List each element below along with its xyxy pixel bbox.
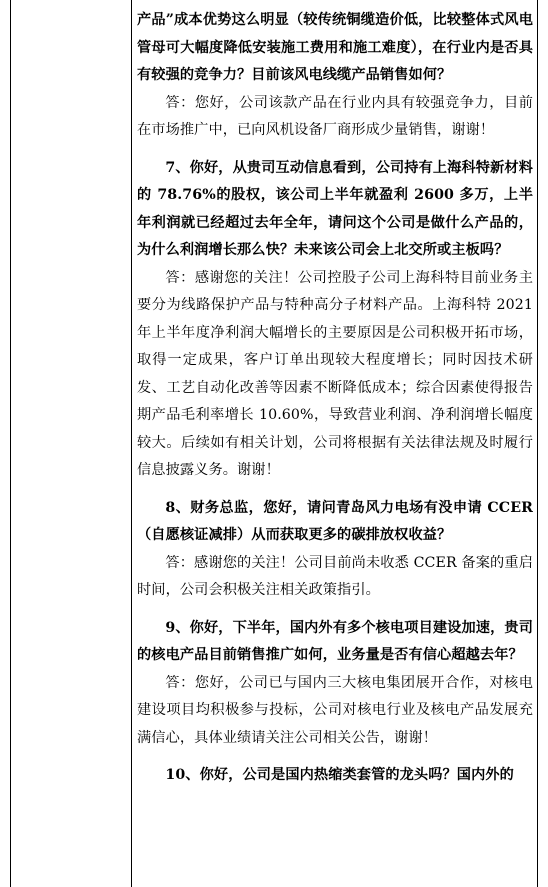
answer-9: 答：您好，公司已与国内三大核电集团展开合作，对核电建设项目均积极参与投标，公司对核电行业及核电产品发展充满信心，具体业绩请关注公司相关公告，谢谢！ <box>137 674 533 746</box>
question-8: 8、财务总监，您好，请问青岛风力电场有没申请 CCER（自愿核证减排）从而获取更多的碳排放权收益？ <box>137 499 533 543</box>
question-6-continued: 产品”成本优势这么明显（较传统铜缆造价低，比较整体式风电管母可大幅度降低安装施工费用和施工难度），在行业内是否具有较强的竞争力？目前该风电线缆产品销售如何？ <box>137 12 533 83</box>
table-border-middle <box>131 0 132 887</box>
question-10: 10、你好，公司是国内热缩类套管的龙头吗？国内外的 <box>165 767 514 783</box>
answer-7: 答：感谢您的关注！公司控股子公司上海科特目前业务主要分为线路保护产品与特种高分子材料产品。上海科特 2021 年上半年度净利润大幅增长的主要原因是公司积极开拓市场，取得一定成果，客户订单出现较大程度增长；同时因技术研发、工艺自动化改善等因素不断降低成本；综合因素使得报告期产品毛利率增长 10.60%，导致营业利润、净利润增长幅度较大。后续如有相关计划，公司将根据有关法律法规及时履行信息披露义务。谢谢！ <box>137 269 533 478</box>
answer-6: 答：您好，公司该款产品在行业内具有较强竞争力，目前在市场推广中，已向风机设备厂商形成少量销售，谢谢！ <box>137 94 533 138</box>
question-9: 9、你好，下半年，国内外有多个核电项目建设加速，贵司的核电产品目前销售推广如何，业务量是否有信心超越去年？ <box>137 619 533 663</box>
question-7: 7、你好，从贵司互动信息看到，公司持有上海科特新材料的 78.76%的股权，该公司上半年就盈利 2600 多万，上半年利润就已经超过去年全年，请问这个公司是做什么产品的，为什么利润增长那么快？未来该公司会上北交所或主板吗？ <box>137 159 533 258</box>
table-content-cell <box>137 0 533 790</box>
table-border-right <box>537 0 538 887</box>
answer-8: 答：感谢您的关注！公司目前尚未收悉 CCER 备案的重启时间，公司会积极关注相关政策指引。 <box>137 554 533 598</box>
table-border-left <box>10 0 11 887</box>
